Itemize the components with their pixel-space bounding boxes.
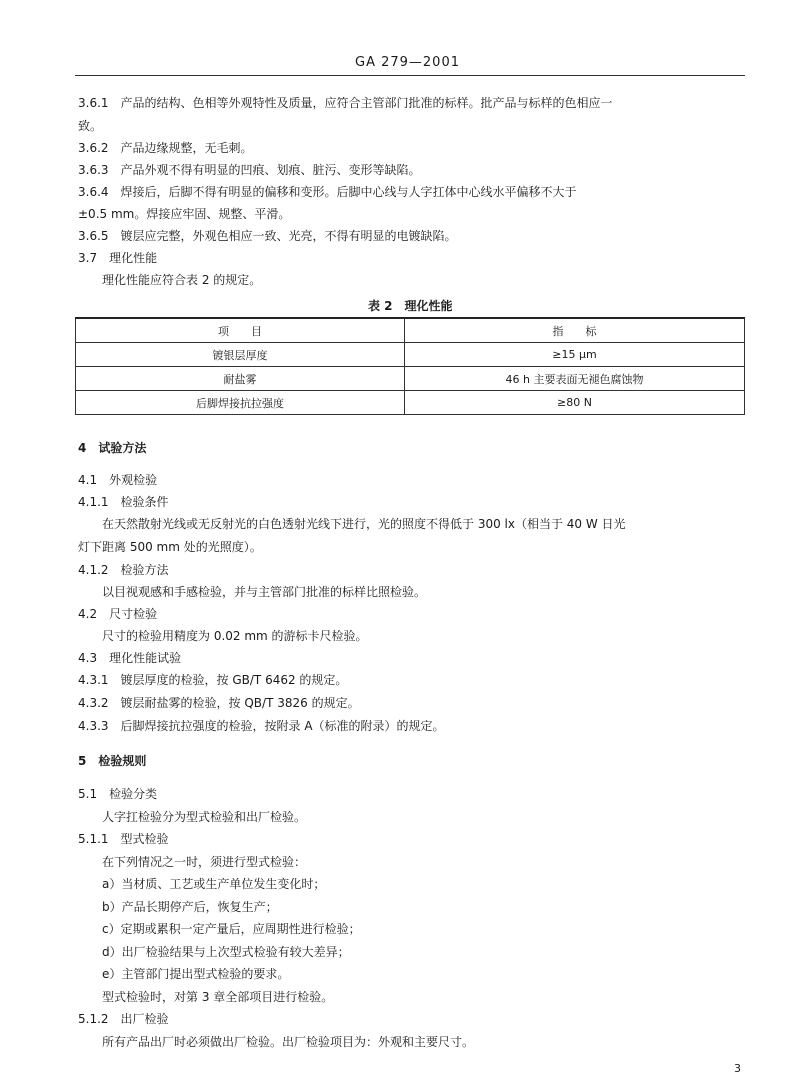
clause-4-3-3: 4.3.3 后脚焊接抗拉强度的检验，按附录 A（标准的附录）的规定。 xyxy=(78,719,445,733)
properties-table xyxy=(75,317,745,415)
table-cell-spec: ≥15 μm xyxy=(405,343,745,367)
table-header-spec: 指 标 xyxy=(405,318,745,343)
table-cell-item: 耐盐雾 xyxy=(76,367,405,391)
clause-3-7-text: 理化性能应符合表 2 的规定。 xyxy=(78,273,262,287)
table-header-row xyxy=(76,318,745,343)
clause-5-1-1: 5.1.1 型式检验 xyxy=(78,832,169,846)
clause-3-6-4: 3.6.4 焊接后，后脚不得有明显的偏移和变形。后脚中心线与人字扛体中心线水平偏移不大于 xyxy=(78,185,577,199)
table-cell-spec: ≥80 N xyxy=(405,391,745,415)
section-4-heading: 4 试验方法 xyxy=(78,441,147,455)
clause-4-1-2: 4.1.2 检验方法 xyxy=(78,563,169,577)
header-rule xyxy=(75,75,745,76)
table-row xyxy=(76,367,745,391)
clause-5-1: 5.1 检验分类 xyxy=(78,787,158,801)
table-cell-item: 后脚焊接抗拉强度 xyxy=(76,391,405,415)
clause-4-1-1: 4.1.1 检验条件 xyxy=(78,495,169,509)
list-item-b: b）产品长期停产后，恢复生产； xyxy=(78,900,278,914)
clause-3-6-1: 3.6.1 产品的结构、色相等外观特性及质量，应符合主管部门批准的标样。批产品与标样的色相应一 xyxy=(78,96,613,110)
section-5-heading: 5 检验规则 xyxy=(78,754,147,768)
clause-5-1-2: 5.1.2 出厂检验 xyxy=(78,1012,169,1026)
clause-4-3: 4.3 理化性能试验 xyxy=(78,651,182,665)
clause-4-2-text: 尺寸的检验用精度为 0.02 mm 的游标卡尺检验。 xyxy=(78,629,368,643)
clause-5-1-1-note: 型式检验时，对第 3 章全部项目进行检验。 xyxy=(78,990,334,1004)
clause-4-3-2: 4.3.2 镀层耐盐雾的检验，按 QB/T 3826 的规定。 xyxy=(78,696,360,710)
clause-3-6-4-cont: ±0.5 mm。焊接应牢固、规整、平滑。 xyxy=(78,207,291,221)
list-item-e: e）主管部门提出型式检验的要求。 xyxy=(78,967,290,981)
clause-5-1-1-text: 在下列情况之一时，须进行型式检验： xyxy=(78,855,307,869)
clause-5-1-2-text: 所有产品出厂时必须做出厂检验。出厂检验项目为：外观和主要尺寸。 xyxy=(78,1035,475,1049)
page-number: 3 xyxy=(734,1062,741,1075)
table-caption: 表 2 理化性能 xyxy=(368,299,453,313)
clause-3-6-2: 3.6.2 产品边缘规整，无毛刺。 xyxy=(78,141,253,155)
clause-3-7: 3.7 理化性能 xyxy=(78,251,158,265)
clause-4-1: 4.1 外观检验 xyxy=(78,473,158,487)
table-row xyxy=(76,343,745,367)
clause-4-1-2-text: 以目视观感和手感检验，并与主管部门批准的标样比照检验。 xyxy=(78,585,427,599)
table-header-item: 项 目 xyxy=(76,318,405,343)
clause-4-2: 4.2 尺寸检验 xyxy=(78,607,158,621)
clause-3-6-3: 3.6.3 产品外观不得有明显的凹痕、划痕、脏污、变形等缺陷。 xyxy=(78,163,421,177)
clause-4-1-1-text-cont: 灯下距离 500 mm 处的光照度）。 xyxy=(78,540,262,554)
table-cell-item: 镀银层厚度 xyxy=(76,343,405,367)
list-item-d: d）出厂检验结果与上次型式检验有较大差异； xyxy=(78,945,350,959)
clause-3-6-1-cont: 致。 xyxy=(78,119,103,133)
standard-code: GA 279—2001 xyxy=(355,55,460,70)
clause-5-1-text: 人字扛检验分为型式检验和出厂检验。 xyxy=(78,810,307,824)
table-cell-spec: 46 h 主要表面无褪色腐蚀物 xyxy=(405,367,745,391)
table-row xyxy=(76,391,745,415)
list-item-c: c）定期或累积一定产量后，应周期性进行检验； xyxy=(78,922,361,936)
clause-4-1-1-text: 在天然散射光线或无反射光的白色透射光线下进行，光的照度不得低于 300 lx（相当于 40 W 日光 xyxy=(78,517,626,531)
clause-3-6-5: 3.6.5 镀层应完整，外观色相应一致、光亮，不得有明显的电镀缺陷。 xyxy=(78,229,457,243)
clause-4-3-1: 4.3.1 镀层厚度的检验，按 GB/T 6462 的规定。 xyxy=(78,673,348,687)
list-item-a: a）当材质、工艺或生产单位发生变化时； xyxy=(78,877,326,891)
